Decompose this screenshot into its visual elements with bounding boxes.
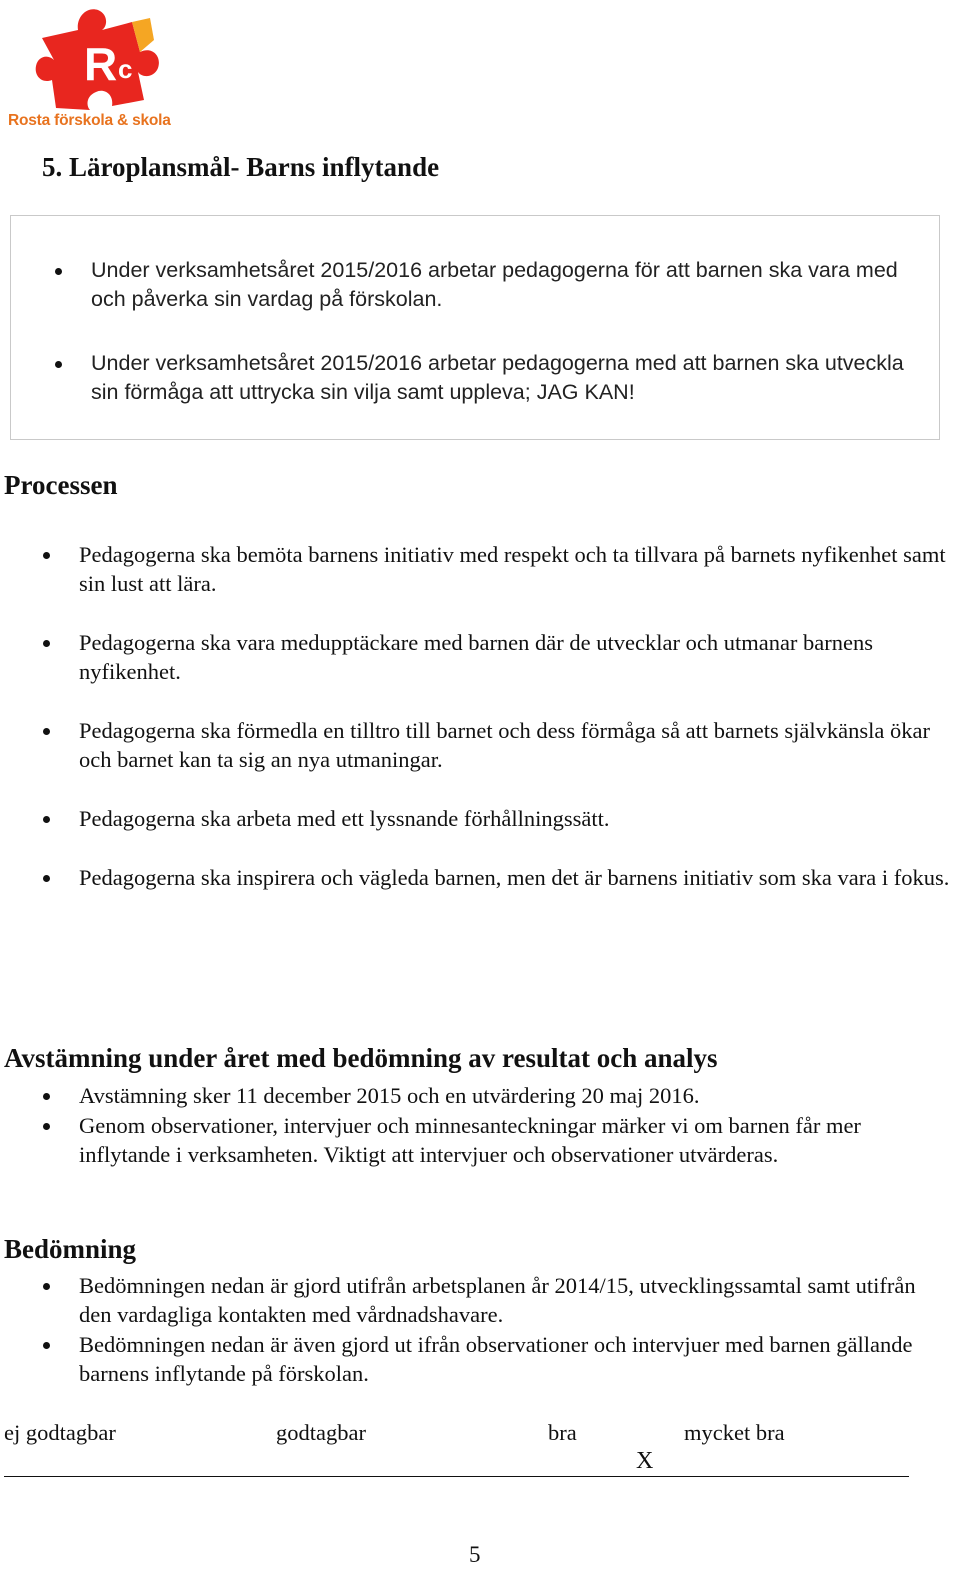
- scale-label-godtagbar: godtagbar: [276, 1420, 366, 1445]
- assessment-list: [0, 1271, 960, 1389]
- list-item: Bedömningen nedan är gjord utifrån arbetsplanen år 2014/15, utvecklingssamtal samt utifrån den vardagliga kontakten med vårdnadshavare.: [0, 1271, 960, 1329]
- assessment-heading: Bedömning: [4, 1234, 137, 1264]
- scale-label-ej-godtagbar: ej godtagbar: [4, 1420, 116, 1445]
- school-logo: [8, 0, 190, 135]
- list-item: Pedagogerna ska inspirera och vägleda barnen, men det är barnens initiativ som ska vara i fokus.: [0, 863, 960, 892]
- list-item: Pedagogerna ska vara medupptäckare med barnen där de utvecklar och utmanar barnens nyfikenhet.: [0, 628, 960, 686]
- goals-list: [11, 256, 941, 442]
- page-number: 5: [469, 1542, 481, 1567]
- list-item: Avstämning sker 11 december 2015 och en utvärdering 20 maj 2016.: [0, 1081, 960, 1110]
- rating-line: [4, 1476, 909, 1477]
- scale-label-bra: bra: [548, 1420, 577, 1445]
- list-item: Pedagogerna ska arbeta med ett lyssnande förhållningssätt.: [0, 804, 960, 833]
- rating-scale: [0, 1420, 960, 1450]
- scale-label-mycket-bra: mycket bra: [684, 1420, 785, 1445]
- review-heading: Avstämning under året med bedömning av resultat och analys: [4, 1043, 718, 1073]
- process-list: [0, 540, 960, 922]
- list-item: Pedagogerna ska bemöta barnens initiativ med respekt och ta tillvara på barnets nyfikenhet samt sin lust att lära.: [0, 540, 960, 598]
- process-heading: Processen: [4, 470, 118, 500]
- list-item: Under verksamhetsåret 2015/2016 arbetar pedagogerna för att barnen ska vara med och påverka sin vardag på förskolan.: [11, 256, 941, 314]
- rating-mark: X: [636, 1448, 654, 1474]
- goals-box: [10, 215, 940, 440]
- list-item: Genom observationer, intervjuer och minnesanteckningar märker vi om barnen får mer inflytande i verksamheten. Viktigt att intervjuer och observationer utvärderas.: [0, 1111, 960, 1169]
- list-item: Under verksamhetsåret 2015/2016 arbetar pedagogerna med att barnen ska utveckla sin förmåga att uttrycka sin vilja samt uppleva; JAG KAN!: [11, 349, 941, 407]
- page-title: 5. Läroplansmål- Barns inflytande: [42, 152, 440, 182]
- puzzle-piece-r-logo-icon: [34, 0, 164, 112]
- list-item: Bedömningen nedan är även gjord ut ifrån observationer och intervjuer med barnen gällande barnens inflytande på förskolan.: [0, 1330, 960, 1388]
- logo-letter: R: [84, 38, 118, 90]
- logo-letter-small: c: [118, 54, 133, 84]
- logo-text: Rosta förskola & skola: [8, 112, 171, 129]
- review-list: [0, 1081, 960, 1170]
- list-item: Pedagogerna ska förmedla en tilltro till barnet och dess förmåga så att barnets självkänsla ökar och barnet kan ta sig an nya utmaningar.: [0, 716, 960, 774]
